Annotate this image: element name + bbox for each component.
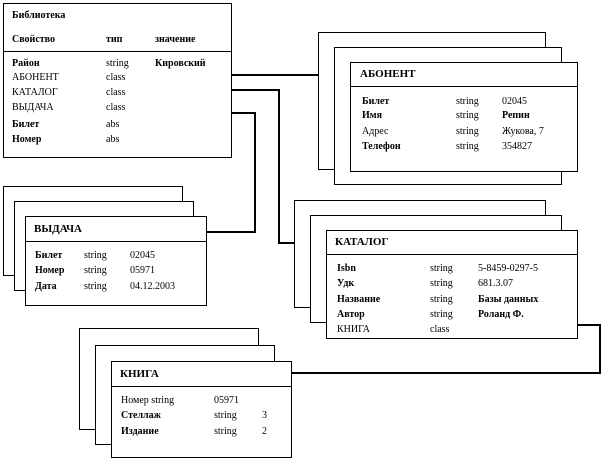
vydacha-row-type: string [84,265,107,276]
abonent-row-value: 02045 [502,96,527,107]
library-row-type: class [106,102,126,113]
katalog-row-type: string [430,263,453,274]
abonent-row-value: 354827 [502,141,532,152]
library-header-property: Свойство [12,34,55,45]
vydacha-row-property: Номер [35,265,65,276]
kniga-row-property: Стеллаж [121,410,161,421]
library-header-type: тип [106,34,123,45]
vydacha-row-property: Билет [35,250,63,261]
abonent-title: АБОНЕНТ [360,68,416,80]
kniga-row-value: 3 [262,410,267,421]
kniga-row-property: Издание [121,426,159,437]
library-row-property: Район [12,58,40,69]
library-header-value: значение [155,34,196,45]
library-row-type: class [106,72,126,83]
library-row-type: abs [106,119,120,130]
library-title: Библиотека [12,10,66,21]
katalog-row-property: Удк [337,278,355,289]
abonent-row-type: string [456,141,479,152]
vydacha-title: ВЫДАЧА [34,223,82,235]
library-row-property: КАТАЛОГ [12,87,58,98]
abonent-divider [350,86,578,87]
katalog-row-value: Базы данных [478,294,539,305]
katalog-row-property: КНИГА [337,324,371,335]
kniga-divider [111,386,292,387]
vydacha-row-value: 05971 [130,265,155,276]
library-row-value: Кировский [155,58,206,69]
vydacha-divider [25,241,207,242]
library-row-property: АБОНЕНТ [12,72,59,83]
library-divider [3,51,232,52]
kniga-row-type: string [214,426,237,437]
vydacha-row-type: string [84,281,107,292]
katalog-row-type: string [430,309,453,320]
katalog-row-type: class [430,324,450,335]
katalog-row-property: Название [337,294,381,305]
vydacha-row-type: string [84,250,107,261]
abonent-row-type: string [456,110,479,121]
abonent-row-value: Жукова, 7 [502,126,544,137]
katalog-row-type: string [430,278,453,289]
abonent-row-value: Репин [502,110,530,121]
vydacha-row-value: 04.12.2003 [130,281,175,292]
katalog-row-value: 681.3.07 [478,278,513,289]
library-row-property: Номер [12,134,42,145]
vydacha-row-value: 02045 [130,250,155,261]
katalog-row-value: Роланд Ф. [478,309,524,320]
abonent-row-property: Адрес [362,126,389,137]
library-row-property: ВЫДАЧА [12,102,54,113]
kniga-row-value: 05971 [214,395,239,406]
abonent-row-type: string [456,96,479,107]
abonent-row-property: Имя [362,110,382,121]
library-row-property: Билет [12,119,40,130]
kniga-row-property: Номер string [121,395,175,406]
katalog-row-type: string [430,294,453,305]
abonent-row-property: Телефон [362,141,401,152]
katalog-row-value: 5-8459-0297-5 [478,263,538,274]
abonent-row-type: string [456,126,479,137]
katalog-divider [326,254,578,255]
library-row-type: class [106,87,126,98]
kniga-row-value: 2 [262,426,267,437]
kniga-row-type: string [214,410,237,421]
katalog-row-property: Isbn [337,263,356,274]
katalog-row-property: Автор [337,309,365,320]
katalog-title: КАТАЛОГ [335,236,389,248]
library-row-type: abs [106,134,120,145]
kniga-title: КНИГА [120,368,159,380]
abonent-row-property: Билет [362,96,390,107]
library-row-type: string [106,58,129,69]
vydacha-row-property: Дата [35,281,57,292]
